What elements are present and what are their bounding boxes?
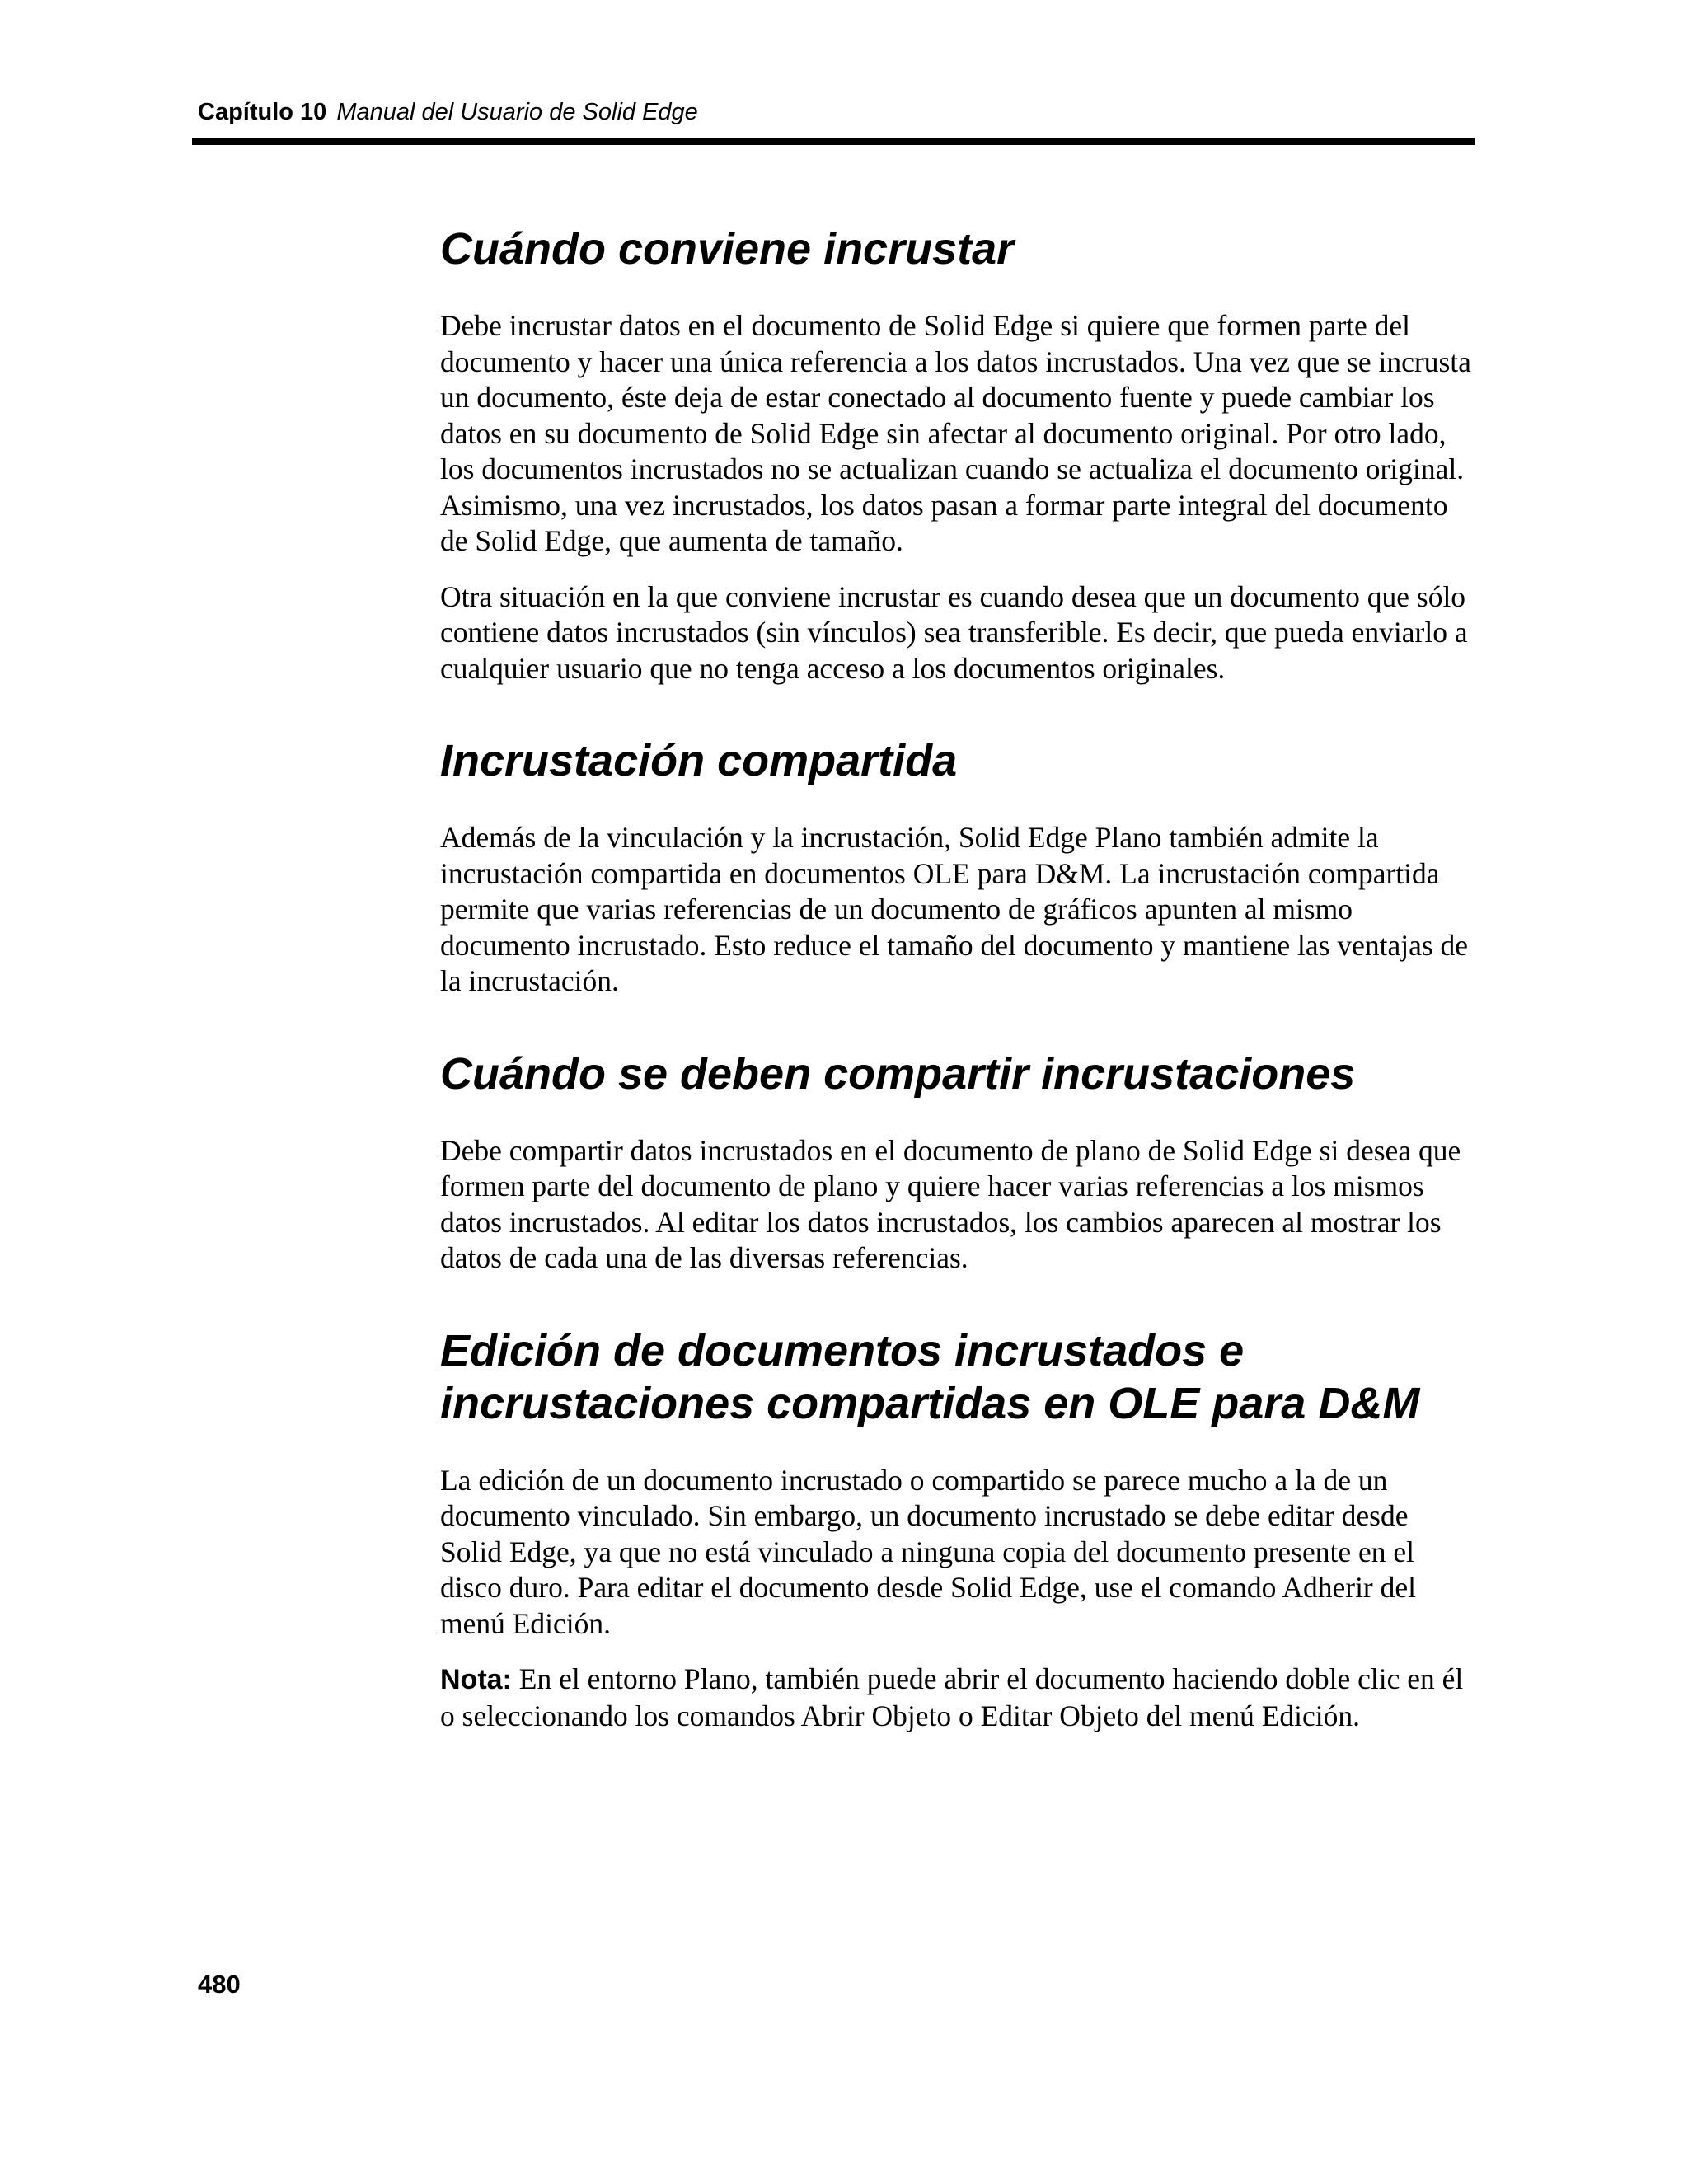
section-heading: Cuándo conviene incrustar bbox=[440, 224, 1015, 274]
header-rule bbox=[192, 138, 1475, 145]
page-number: 480 bbox=[198, 1970, 241, 1999]
section-shared-embedding bbox=[440, 734, 1475, 1000]
note-text: En el entorno Plano, también puede abrir el documento haciendo doble clic en él o seleccionando los comandos Abrir Objeto o Editar Objeto del menú Edición. bbox=[440, 1662, 1464, 1732]
book-title: Manual del Usuario de Solid Edge bbox=[336, 99, 698, 125]
section-when-to-share bbox=[440, 1047, 1475, 1277]
running-header bbox=[198, 97, 698, 127]
section-when-to-embed bbox=[440, 223, 1475, 687]
body-paragraph: Debe compartir datos incrustados en el documento de plano de Solid Edge si desea que formen parte del documento de plano y quiere hacer varias referencias a los mismos datos incrustados. Al editar los datos incrustados, los cambios aparecen al mostrar los datos de cada una de las diversas referencias. bbox=[440, 1133, 1461, 1274]
section-heading: Edición de documentos incrustados e incrustaciones compartidas en OLE para D&M bbox=[440, 1325, 1420, 1428]
body-paragraph: Otra situación en la que conviene incrustar es cuando desea que un documento que sólo contiene datos incrustados (sin vínculos) sea transferible. Es decir, que pueda enviarlo a cualquier usuario que no tenga acceso a los documentos originales. bbox=[440, 579, 1468, 685]
section-editing-embedded bbox=[440, 1324, 1475, 1735]
body-paragraph: La edición de un documento incrustado o compartido se parece mucho a la de un documento vinculado. Sin embargo, un documento incrustado se debe editar desde Solid Edge, ya que no está vinculado a ninguna copia del documento presente en el disco duro. Para editar el documento desde Solid Edge, use el comando Adherir del menú Edición. bbox=[440, 1463, 1416, 1640]
body-paragraph: Además de la vinculación y la incrustación, Solid Edge Plano también admite la incrustación compartida en documentos OLE para D&M. La incrustación compartida permite que varias referencias de un documento de gráficos apunten al mismo documento incrustado. Esto reduce el tamaño del documento y mantiene las ventajas de la incrustación. bbox=[440, 821, 1469, 997]
chapter-label: Capítulo 10 bbox=[198, 99, 327, 125]
section-heading: Incrustación compartida bbox=[440, 736, 958, 785]
page-content bbox=[440, 223, 1475, 1782]
body-paragraph: Debe incrustar datos en el documento de Solid Edge si quiere que formen parte del documento y hacer una única referencia a los datos incrustados. Una vez que se incrusta un documento, éste deja de estar conectado al documento fuente y puede cambiar los datos en su documento de Solid Edge sin afectar al documento original. Por otro lado, los documentos incrustados no se actualizan cuando se actualiza el documento original. Asimismo, una vez incrustados, los datos pasan a formar parte integral del documento de Solid Edge, que aumenta de tamaño. bbox=[440, 309, 1471, 557]
section-heading: Cuándo se deben compartir incrustaciones bbox=[440, 1048, 1356, 1099]
note-paragraph bbox=[440, 1661, 1475, 1734]
note-label: Nota: bbox=[440, 1664, 512, 1695]
